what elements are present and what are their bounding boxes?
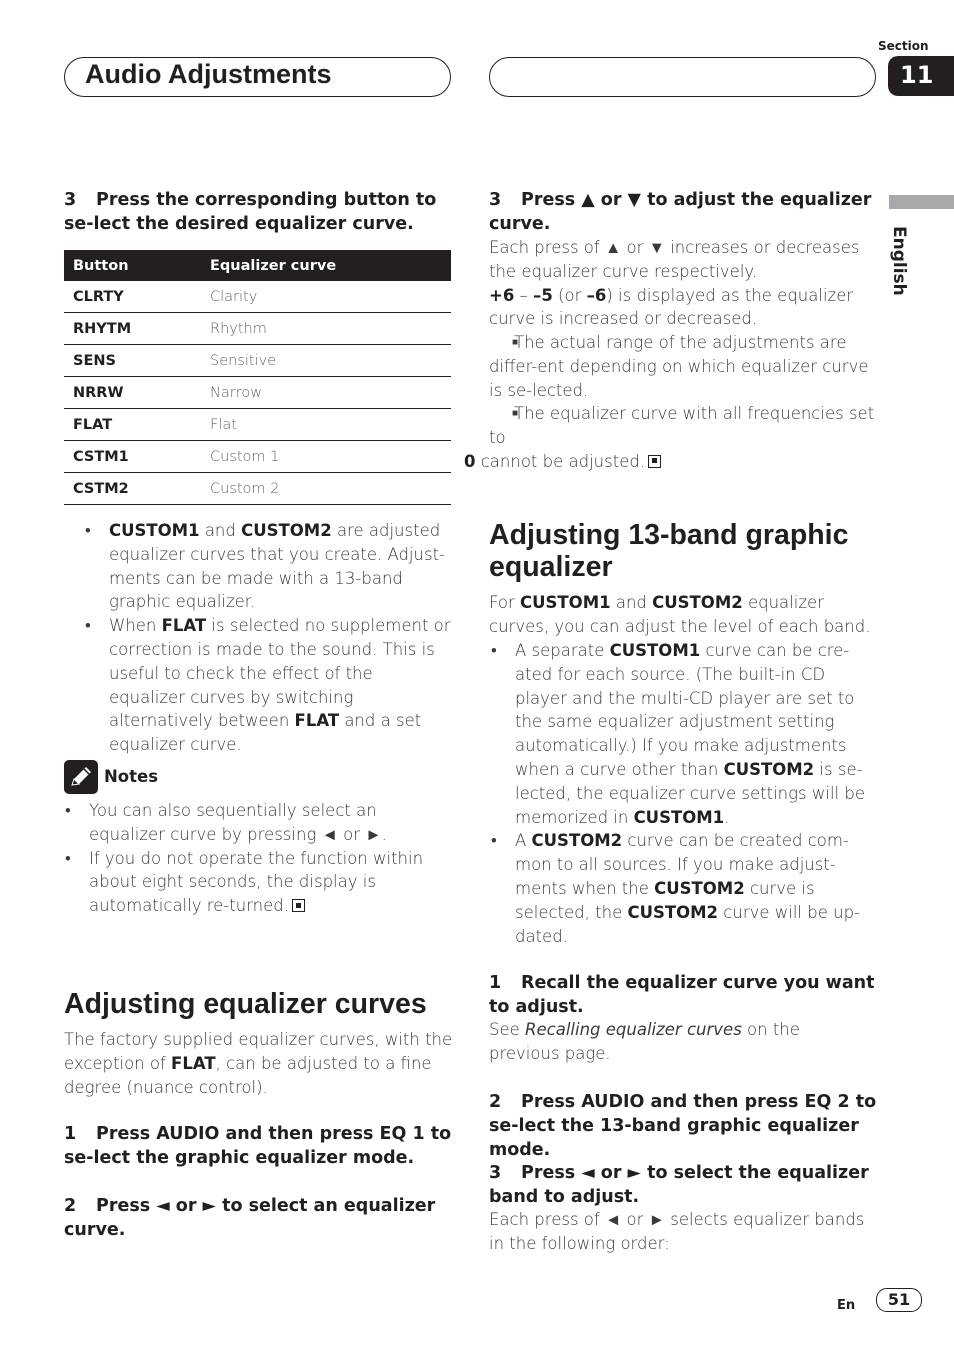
section-number-tab: [888, 56, 954, 96]
table-cell: Flat: [201, 409, 451, 441]
header-blank-frame: [489, 57, 876, 97]
recall-curve-body: See Recalling equalizer curves on the previous page.: [489, 1020, 800, 1063]
list-item: • You can also sequentially select an equalizer curve by pressing ◄ or ►.: [89, 799, 453, 847]
table-row: [64, 473, 451, 505]
select-band-body: Each press of ◄ or ► selects equalizer bands in the following order:: [489, 1210, 865, 1253]
end-mark-icon: [648, 455, 661, 468]
table-row: [64, 313, 451, 345]
end-mark-icon: [292, 899, 305, 912]
language-tab-bar: [889, 195, 954, 209]
table-row: [64, 345, 451, 377]
table-cell: RHYTM: [64, 313, 201, 345]
table-cell: SENS: [64, 345, 201, 377]
table-header-button: Button: [64, 250, 201, 281]
footer-lang-code: En: [837, 1298, 856, 1313]
table-cell: Rhythm: [201, 313, 451, 345]
table-cell: Sensitive: [201, 345, 451, 377]
13-band-intro: For CUSTOM1 and CUSTOM2 equalizer curves, you can adjust the level of each band.: [489, 593, 871, 636]
step-1-recall-curve: 1 Recall the equalizer curve you want to adjust.: [489, 973, 875, 1017]
adjust-curve-body: Each press of ▲ or ▼ increases or decreases the equalizer curve respectively. +6 – –5 (or –6) is displayed as the equalizer curve is increased or decreased.: [489, 238, 860, 329]
table-row: [64, 409, 451, 441]
section-number: 11: [900, 61, 934, 89]
section-label: Section: [878, 39, 929, 53]
equalizer-button-table: [64, 250, 451, 505]
table-cell: CLRTY: [64, 281, 201, 313]
13-band-bullets: [515, 639, 873, 948]
step-2-press-audio-eq2: 2 Press AUDIO and then press EQ 2 to se-lect the 13-band graphic equalizer mode.: [489, 1092, 877, 1160]
table-row: [64, 441, 451, 473]
language-label: English: [889, 226, 909, 296]
page-number-frame: [876, 1288, 922, 1312]
list-item: • A separate CUSTOM1 curve can be cre-ated for each source. (The built-in CD player and the multi-CD player are set to the same equalizer adjustment setting automatically.) If you make adjustments when a curve other than CUSTOM2 is se-lected, the equalizer curve settings will be memorized in CUSTOM1.: [515, 639, 873, 829]
table-cell: Narrow: [201, 377, 451, 409]
table-cell: NRRW: [64, 377, 201, 409]
step-3-select-band: 3 Press ◄ or ► to select the equalizer band to adjust.: [489, 1163, 869, 1207]
step-2-select-curve: 2 Press ◄ or ► to select an equalizer curve.: [64, 1196, 436, 1240]
step-3-adjust-curve: 3 Press ▲ or ▼ to adjust the equalizer curve.: [489, 190, 872, 234]
equalizer-curves-intro: The factory supplied equalizer curves, with the exception of FLAT, can be adjusted to a fine degree (nuance control).: [64, 1030, 453, 1097]
notes-list: [89, 799, 453, 918]
table-cell: FLAT: [64, 409, 201, 441]
heading-adjusting-13-band-eq: Adjusting 13-band graphic equalizer: [489, 519, 849, 583]
step-3-select-curve: 3 Press the corresponding button to se-lect the desired equalizer curve.: [64, 190, 437, 234]
list-item: • If you do not operate the function within about eight seconds, the display is automatically re-turned.: [89, 847, 453, 918]
table-cell: CSTM1: [64, 441, 201, 473]
list-item: ■ The equalizer curve with all frequencies set to 0 cannot be adjusted.: [489, 402, 877, 473]
table-cell: CSTM2: [64, 473, 201, 505]
list-item: • When FLAT is selected no supplement or correction is made to the sound. This is useful to check the effect of the equalizer curves by switching alternatively between FLAT and a set equalizer curve.: [109, 614, 453, 757]
heading-adjusting-equalizer-curves: Adjusting equalizer curves: [64, 988, 427, 1020]
list-item: ■ The actual range of the adjustments are differ-ent depending on which equalizer curve is se-lected.: [489, 331, 877, 402]
custom-flat-bullets: [109, 519, 453, 757]
table-header-row: [64, 250, 451, 281]
table-row: [64, 377, 451, 409]
table-header-curve: Equalizer curve: [201, 250, 451, 281]
notes-title: Notes: [104, 767, 159, 786]
table-row: [64, 281, 451, 313]
adjust-range-notes: [464, 331, 877, 474]
table-cell: Custom 2: [201, 473, 451, 505]
list-item: • CUSTOM1 and CUSTOM2 are adjusted equalizer curves that you create. Adjust-ments can be made with a 13-band graphic equalizer.: [109, 519, 453, 614]
table-cell: Custom 1: [201, 441, 451, 473]
step-1-press-audio-eq1: 1 Press AUDIO and then press EQ 1 to se-lect the graphic equalizer mode.: [64, 1124, 452, 1168]
page-number: 51: [887, 1290, 911, 1309]
notes-icon: [64, 760, 98, 794]
page-section-title: Audio Adjustments: [85, 59, 332, 89]
table-cell: Clarity: [201, 281, 451, 313]
list-item: • A CUSTOM2 curve can be created com-mon to all sources. If you make adjust-ments when the CUSTOM2 curve is selected, the CUSTOM2 curve will be up-dated.: [515, 829, 873, 948]
